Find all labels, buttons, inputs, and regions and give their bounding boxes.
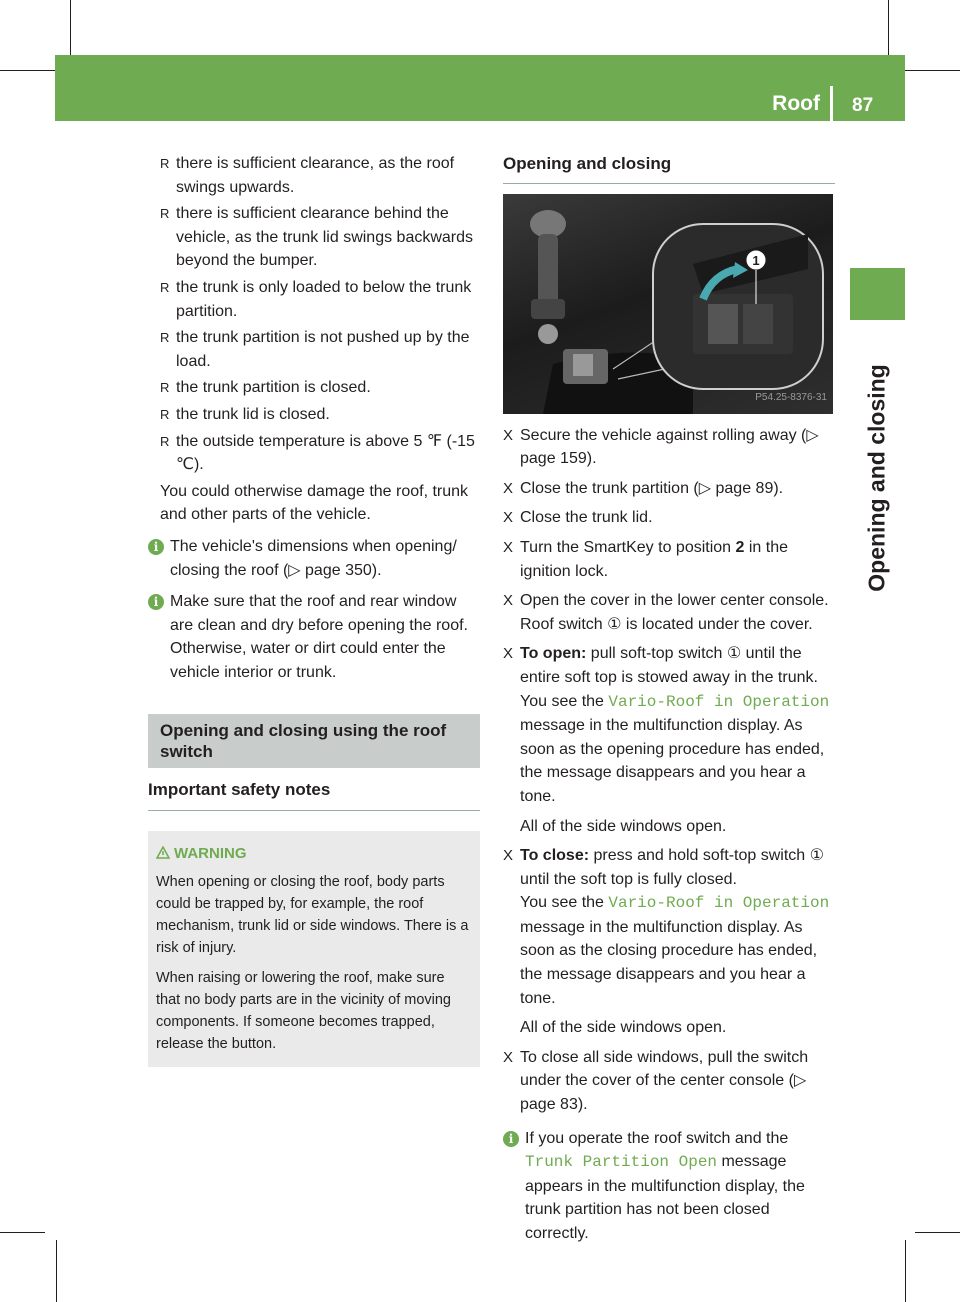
step-continuation: All of the side windows open. [520,817,727,835]
console-drawing [503,194,833,414]
left-column [148,152,480,1067]
warning-title: WARNING [156,843,472,865]
damage-note: You could otherwise damage the roof, trunk and other parts of the vehicle. [160,482,469,524]
step-arrow-icon: X [503,426,514,444]
step: X Open the cover in the lower center console. Roof switch ① is located under the cover. [503,589,835,636]
section-heading: Opening and closing using the roof switch [148,714,480,768]
step-continuation: You see the Vario-Roof in Operation message in the multifunction display. As soon as the opening procedure has ended, the message disappears and you hear a tone. [520,692,830,805]
warning-text: When raising or lowering the roof, make sure that no body parts are in the vicinity of moving components. If someone becomes trapped, release the button. [156,970,451,1053]
info-note: i If you operate the roof switch and the Trunk Partition Open message appears in the multifunction display, the trunk partition has not been closed correctly. [503,1127,835,1246]
list-item: R the trunk lid is closed. [148,403,480,427]
warning-triangle-icon [156,844,170,866]
bullet-icon: R [160,406,170,422]
info-note: i The vehicle's dimensions when opening/ closing the roof (▷ page 350). [148,535,480,582]
step-arrow-icon: X [503,645,514,663]
list-item: R the trunk partition is not pushed up by the load. [148,326,480,373]
right-heading: Opening and closing [503,152,835,184]
warning-box [148,831,480,1067]
crop-mark [905,1240,906,1302]
step-arrow-icon: X [503,592,514,610]
step: X Turn the SmartKey to position 2 in the ignition lock. [503,536,835,583]
step-continuation: All of the side windows open. [520,1019,727,1037]
list-item: R there is sufficient clearance behind the vehicle, as the trunk lid swings backwards beyond the bumper. [148,202,480,273]
step: X To close: press and hold soft-top switch ① until the soft top is fully closed. [503,844,835,891]
info-note: i Make sure that the roof and rear window are clean and dry before opening the roof. Otherwise, water or dirt could enter the vehicle interior or trunk. [148,590,480,684]
step-arrow-icon: X [503,1048,514,1066]
figure-illustration [503,194,833,414]
step-arrow-icon: X [503,509,514,527]
list-item: R the trunk partition is closed. [148,376,480,400]
display-message: Vario-Roof in Operation [608,692,830,711]
bullet-icon: R [160,380,170,396]
info-icon: i [503,1131,519,1147]
bullet-icon: R [160,330,170,346]
step-arrow-icon: X [503,538,514,556]
display-message: Trunk Partition Open [525,1153,718,1172]
step: X Close the trunk partition (▷ page 89). [503,477,835,501]
bullet-icon: R [160,279,170,295]
step: X Secure the vehicle against rolling away (▷ page 159). [503,424,835,471]
info-icon: i [148,594,164,610]
crop-mark [888,0,889,60]
figure-code: P54.25-8376-31 [755,392,827,403]
subheading: Important safety notes [148,778,480,811]
crop-mark [0,70,60,71]
info-icon: i [148,539,164,555]
header-section-title: Roof [772,92,820,115]
crop-mark [0,1232,45,1233]
display-message: Vario-Roof in Operation [608,894,830,913]
crop-mark [56,1240,57,1302]
step: X To close all side windows, pull the switch under the cover of the center console (▷ page 83). [503,1046,835,1117]
step: X To open: pull soft-top switch ① until the entire soft top is stowed away in the trunk. [503,642,835,689]
list-item: R the trunk is only loaded to below the trunk partition. [148,276,480,323]
step-arrow-icon: X [503,479,514,497]
step-continuation: You see the Vario-Roof in Operation message in the multifunction display. As soon as the closing procedure has ended, the message disappears and you hear a tone. [520,894,830,1007]
step: X Close the trunk lid. [503,506,835,530]
figure-callout: 1 [752,252,760,268]
side-tab-marker [850,268,905,320]
bullet-icon: R [160,206,170,222]
list-item: R there is sufficient clearance, as the roof swings upwards. [148,152,480,199]
crop-mark [915,1232,960,1233]
right-column [503,152,835,1254]
step-arrow-icon: X [503,847,514,865]
crop-mark [70,0,71,60]
list-item: R the outside temperature is above 5 ℉ (‑15 ℃). [148,430,480,477]
bullet-icon: R [160,433,170,449]
warning-text: When opening or closing the roof, body parts could be trapped by, for example, the roof mechanism, trunk lid or side windows. There is a risk of injury. [156,874,469,957]
page-number: 87 [852,95,874,116]
header-divider [830,86,833,121]
bullet-icon: R [160,156,170,171]
crop-mark [900,70,960,71]
side-tab-label: Opening and closing [863,364,890,592]
